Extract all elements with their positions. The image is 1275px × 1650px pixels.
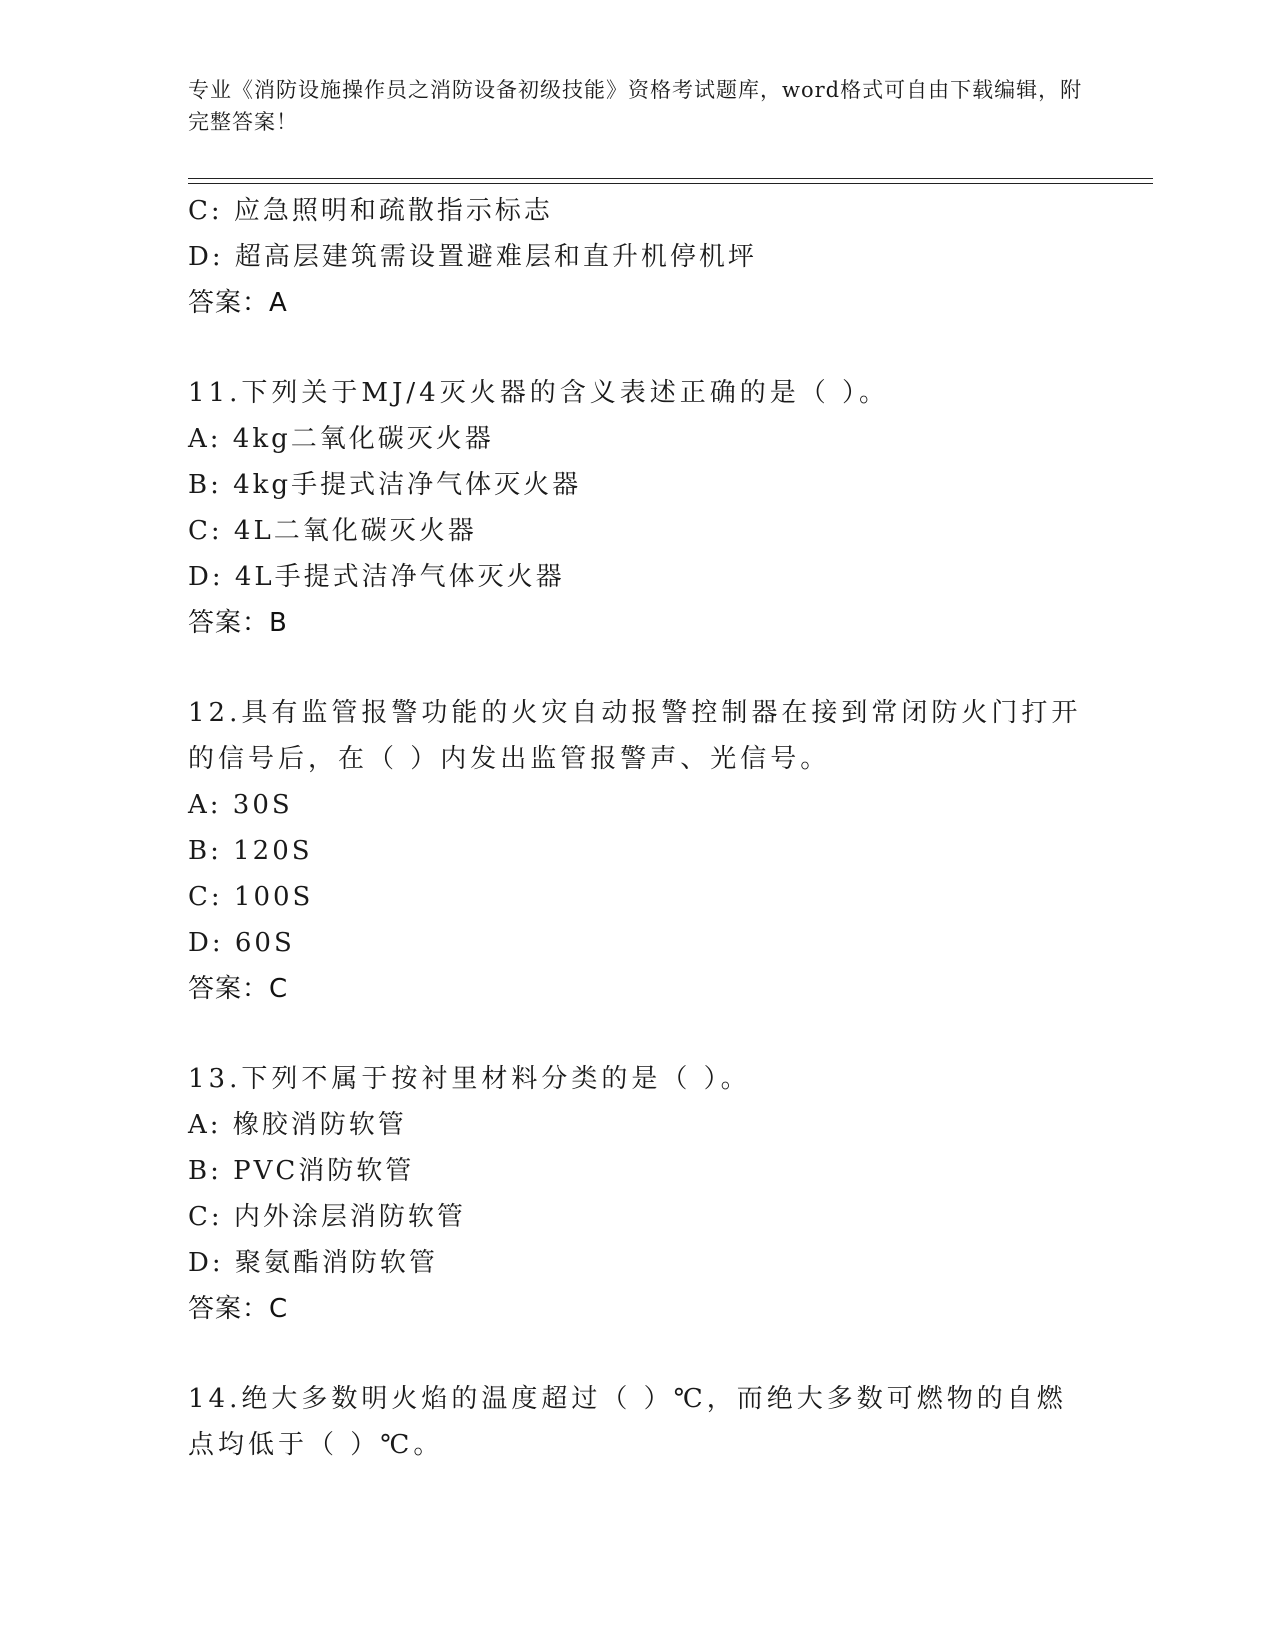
- question-text: 14.绝大多数明火焰的温度超过（ ）℃，而绝大多数可燃物的自燃点均低于（ ）℃。: [188, 1384, 1067, 1460]
- question-13: [188, 1056, 1088, 1332]
- answer-line: 答案：C: [188, 1294, 289, 1324]
- question-12: [188, 690, 1088, 1012]
- question-text: 12.具有监管报警功能的火灾自动报警控制器在接到常闭防火门打开的信号后，在（ ）内发出监管报警声、光信号。: [188, 698, 1082, 774]
- document-header: [188, 74, 1088, 138]
- option-b: B: 120S: [188, 836, 313, 866]
- option-a: A: 4kg二氧化碳灭火器: [188, 424, 494, 454]
- answer-line: 答案：A: [188, 288, 288, 318]
- question-text: 11.下列关于MJ/4灭火器的含义表述正确的是（ ）。: [188, 378, 889, 408]
- option-d: D: 聚氨酯消防软管: [188, 1248, 438, 1278]
- option-d: D: 60S: [188, 928, 295, 958]
- option-d: D: 超高层建筑需设置避难层和直升机停机坪: [188, 242, 757, 272]
- previous-question-tail: [188, 188, 1088, 326]
- question-content: [188, 188, 1088, 1468]
- header-text: 专业《消防设施操作员之消防设备初级技能》资格考试题库，word格式可自由下载编辑，附完整答案！: [188, 78, 1083, 134]
- option-a: A: 30S: [188, 790, 293, 820]
- option-c: C: 4L二氧化碳灭火器: [188, 516, 477, 546]
- question-text: 13.下列不属于按衬里材料分类的是（ ）。: [188, 1064, 751, 1094]
- option-a: A: 橡胶消防软管: [188, 1110, 407, 1140]
- option-c: C: 100S: [188, 882, 314, 912]
- option-c: C: 内外涂层消防软管: [188, 1202, 466, 1232]
- option-d: D: 4L手提式洁净气体灭火器: [188, 562, 565, 592]
- header-divider-top: [188, 178, 1153, 179]
- header-divider-bottom: [188, 183, 1153, 184]
- question-14: [188, 1376, 1088, 1468]
- answer-line: 答案：C: [188, 974, 289, 1004]
- option-b: B: 4kg手提式洁净气体灭火器: [188, 470, 582, 500]
- question-11: [188, 370, 1088, 646]
- answer-line: 答案：B: [188, 608, 288, 638]
- option-b: B: PVC消防软管: [188, 1156, 415, 1186]
- option-c: C: 应急照明和疏散指示标志: [188, 196, 553, 226]
